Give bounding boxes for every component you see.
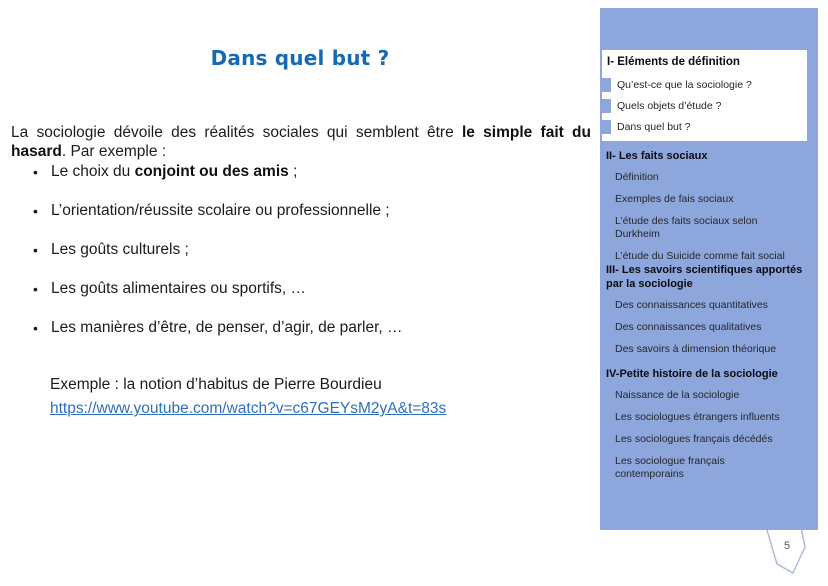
bullet-text: Le choix du conjoint ou des amis ; (51, 163, 298, 180)
bullet-icon: • (33, 281, 38, 297)
agenda-section-title: III- Les savoirs scientifiques apportés par la sociologie (606, 264, 803, 290)
bullet-icon: • (33, 164, 38, 180)
sidebar-item-label: Qu’est-ce que la sociologie ? (617, 78, 752, 91)
item-marker-icon (602, 120, 611, 134)
bullet-text: L’orientation/réussite scolaire ou professionnelle ; (51, 202, 390, 219)
bullet-icon: • (33, 320, 38, 336)
bullet-text: Les goûts alimentaires ou sportifs, … (51, 280, 307, 297)
bullet-text: Les manières d’être, de penser, d’agir, de parler, … (51, 319, 403, 336)
list-item (33, 279, 578, 299)
sidebar-item-sociologues-francais-decedes[interactable]: Les sociologues français décédés (615, 433, 773, 445)
bullet-list (33, 162, 578, 357)
agenda-section-title: I- Eléments de définition (607, 56, 740, 68)
youtube-link[interactable]: https://www.youtube.com/watch?v=c67GEYsM2yA&t=83s (50, 400, 447, 417)
sidebar-item-quest-ce-que-la-sociologie[interactable] (602, 75, 807, 95)
intro-text-bold: le simple fait du hasard (11, 123, 591, 161)
sidebar-item-quels-objets-detude[interactable] (602, 96, 807, 116)
sidebar-item-etude-faits-sociaux-durkheim[interactable]: L’étude des faits sociaux selon Durkheim (615, 215, 758, 241)
sidebar-item-savoirs-dimension-theorique[interactable]: Des savoirs à dimension théorique (615, 342, 777, 355)
item-marker-icon (602, 99, 611, 113)
agenda-section-current (602, 50, 807, 141)
page-title: Dans quel but ? (210, 46, 390, 70)
agenda-section-histoire-sociologie (606, 368, 806, 490)
sidebar-item-etude-suicide[interactable]: L’étude du Suicide comme fait social (615, 250, 785, 263)
sidebar-item-sociologues-francais-contemporains[interactable]: Les sociologue français contemporains (615, 455, 725, 481)
agenda-section-savoirs-scientifiques (606, 264, 806, 365)
intro-text-before: La sociologie dévoile des réalités sociales qui semblent être (11, 123, 462, 141)
page-number: 5 (783, 540, 791, 552)
sidebar-item-connaissances-qualitatives[interactable]: Des connaissances qualitatives (615, 320, 762, 333)
bullet-icon: • (33, 242, 38, 258)
intro-paragraph (11, 123, 591, 163)
sidebar-item-sociologues-etrangers[interactable]: Les sociologues étrangers influents (615, 410, 780, 423)
item-marker-icon (602, 78, 611, 92)
sidebar-item-label: Dans quel but ? (617, 120, 691, 133)
bullet-icon: • (33, 203, 38, 219)
sidebar-item-dans-quel-but[interactable] (602, 117, 807, 137)
list-item (33, 162, 578, 182)
intro-text-after: . Par exemple : (61, 143, 167, 161)
sidebar-item-naissance-sociologie[interactable]: Naissance de la sociologie (615, 388, 740, 401)
sidebar-item-label: Quels objets d’étude ? (617, 99, 722, 112)
agenda-section-title: II- Les faits sociaux (606, 150, 708, 162)
sidebar-item-exemples-fais-sociaux[interactable]: Exemples de fais sociaux (615, 192, 734, 205)
sidebar-item-definition[interactable]: Définition (615, 170, 659, 183)
list-item (33, 240, 578, 260)
sidebar-item-connaissances-quantitatives[interactable]: Des connaissances quantitatives (615, 298, 768, 311)
bullet-text: Les goûts culturels ; (51, 241, 189, 258)
list-item (33, 201, 578, 221)
sidebar-agenda (600, 8, 818, 530)
list-item (33, 318, 578, 338)
agenda-section-title: IV-Petite histoire de la sociologie (606, 368, 778, 380)
agenda-section-faits-sociaux (606, 150, 806, 272)
example-line: Exemple : la notion d’habitus de Pierre Bourdieu (50, 375, 382, 393)
